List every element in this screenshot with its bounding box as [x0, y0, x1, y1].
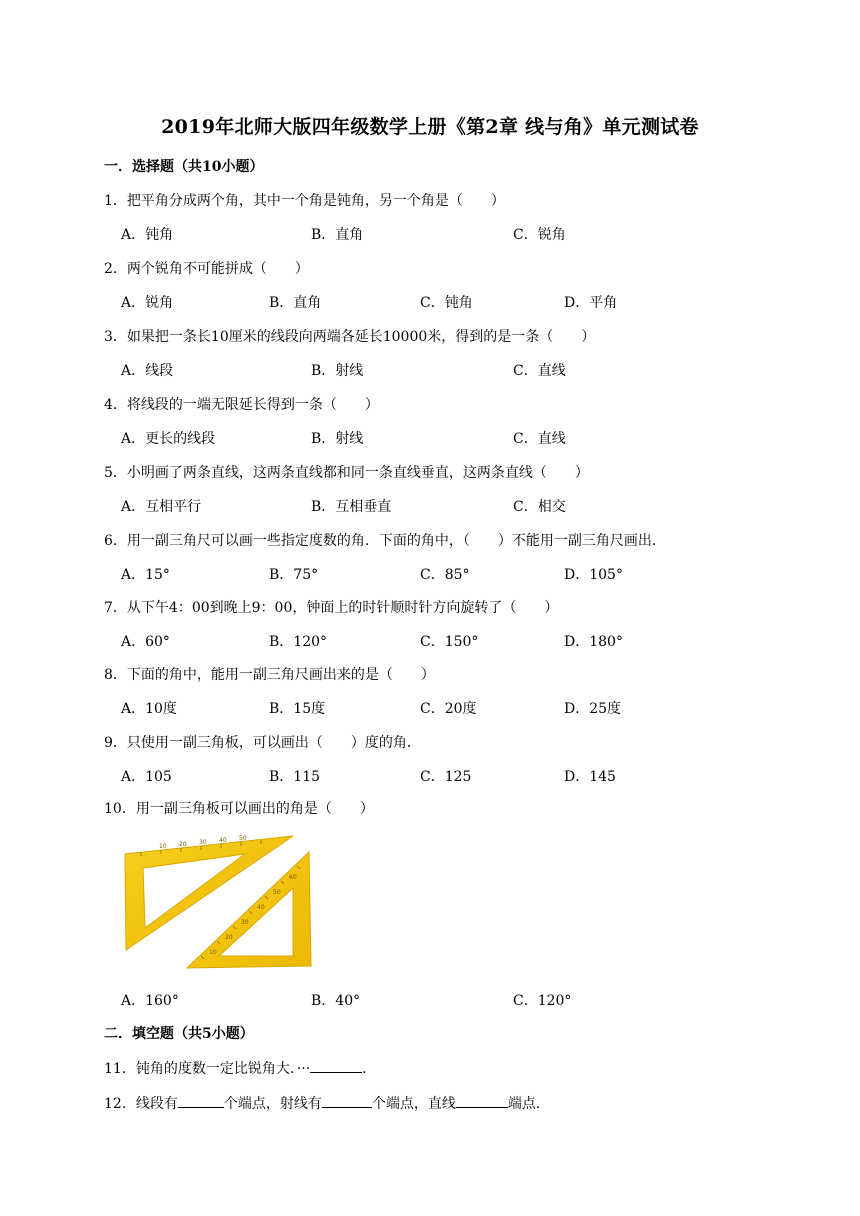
triangle-rulers-icon [121, 832, 317, 974]
option-a: A．互相平行 [121, 499, 202, 515]
option-d: D．25度 [564, 701, 622, 717]
option-b: B．120° [269, 634, 328, 650]
option-b: B．40° [311, 993, 361, 1009]
option-a: A．线段 [121, 363, 174, 379]
ruler-mark: 60 [289, 874, 297, 881]
question-3-options [121, 360, 741, 380]
option-d: D．105° [564, 567, 623, 583]
option-d: D．180° [564, 634, 623, 650]
option-a: A．更长的线段 [121, 431, 216, 447]
option-b: B．115 [269, 769, 321, 785]
question-12 [104, 1093, 550, 1113]
question-3: 3．如果把一条长10厘米的线段向两端各延长10000米，得到的是一条（ ） [104, 329, 596, 345]
option-c: C．120° [513, 993, 572, 1009]
option-b: B．互相垂直 [311, 499, 392, 515]
option-c: C．85° [420, 567, 470, 583]
ruler-mark: 40 [257, 904, 265, 911]
question-1-options [121, 224, 741, 244]
option-a: A．15° [121, 567, 170, 583]
question-5-options [121, 496, 741, 516]
answer-blank [322, 1093, 372, 1108]
question-11-end: ． [362, 1061, 377, 1077]
question-6-options [121, 564, 741, 584]
ruler-mark: 50 [273, 889, 281, 896]
option-c: C．相交 [513, 499, 566, 515]
option-a: A．钝角 [121, 227, 174, 243]
option-b: B．射线 [311, 431, 364, 447]
ruler-mark: 40 [219, 837, 227, 844]
question-1: 1．把平角分成两个角，其中一个角是钝角，另一个角是（ ） [104, 193, 505, 209]
option-c: C．直线 [513, 363, 566, 379]
option-a: A．60° [121, 634, 170, 650]
question-2-options [121, 292, 741, 312]
question-6: 6．用一副三角尺可以画一些指定度数的角．下面的角中，（ ）不能用一副三角尺画出． [104, 533, 666, 549]
option-c: C．150° [420, 634, 479, 650]
question-10-options [121, 990, 741, 1010]
question-10: 10．用一副三角板可以画出的角是（ ） [104, 801, 374, 817]
question-7-options [121, 631, 741, 651]
ruler-mark: 30 [241, 919, 249, 926]
section-fill-heading: 二．填空题（共5小题） [104, 1026, 254, 1042]
option-c: C．直线 [513, 431, 566, 447]
question-8-options [121, 698, 741, 718]
option-a: A．160° [121, 993, 179, 1009]
answer-blank [456, 1093, 508, 1108]
question-11 [104, 1058, 376, 1078]
question-2: 2．两个锐角不可能拼成（ ） [104, 261, 309, 277]
option-d: D．145 [564, 769, 616, 785]
question-12-part1: 12．线段有 [104, 1096, 178, 1112]
ruler-mark: 50 [239, 835, 247, 842]
question-7: 7．从下午4：00到晚上9：00，钟面上的时针顺时针方向旋转了（ ） [104, 600, 559, 616]
question-9: 9．只使用一副三角板，可以画出（ ）度的角． [104, 735, 421, 751]
ruler-mark: 10 [209, 949, 217, 956]
option-a: A．105 [121, 769, 172, 785]
option-a: A．锐角 [121, 295, 174, 311]
question-4-options [121, 428, 741, 448]
answer-blank [178, 1093, 224, 1108]
question-8: 8．下面的角中，能用一副三角尺画出来的是（ ） [104, 667, 435, 683]
question-5: 5．小明画了两条直线，这两条直线都和同一条直线垂直，这两条直线（ ） [104, 465, 589, 481]
option-c: C．钝角 [420, 295, 473, 311]
option-b: B．直角 [269, 295, 322, 311]
option-a: A．10度 [121, 701, 177, 717]
question-11-text: 11．钝角的度数一定比锐角大．··· [104, 1061, 311, 1077]
ruler-mark: 20 [225, 934, 233, 941]
option-b: B．15度 [269, 701, 326, 717]
question-12-part4: 端点． [507, 1096, 550, 1112]
page-title: 2019年北师大版四年级数学上册《第2章 线与角》单元测试卷 [161, 116, 699, 138]
option-b: B．75° [269, 567, 319, 583]
option-c: C．125 [420, 769, 472, 785]
question-9-options [121, 766, 741, 786]
ruler-mark: 30 [199, 839, 207, 846]
question-12-part2: 个端点，射线有 [223, 1096, 322, 1112]
option-c: C．锐角 [513, 227, 566, 243]
question-4: 4．将线段的一端无限延长得到一条（ ） [104, 397, 379, 413]
option-c: C．20度 [420, 701, 477, 717]
option-b: B．直角 [311, 227, 364, 243]
section-choice-heading: 一．选择题（共10小题） [104, 159, 264, 175]
question-12-part3: 个端点，直线 [371, 1096, 456, 1112]
option-d: D．平角 [564, 295, 618, 311]
ruler-mark: 10 [159, 843, 167, 850]
answer-blank [310, 1058, 362, 1073]
ruler-mark: 20 [179, 841, 187, 848]
option-b: B．射线 [311, 363, 364, 379]
triangle-rulers-image [121, 832, 317, 974]
